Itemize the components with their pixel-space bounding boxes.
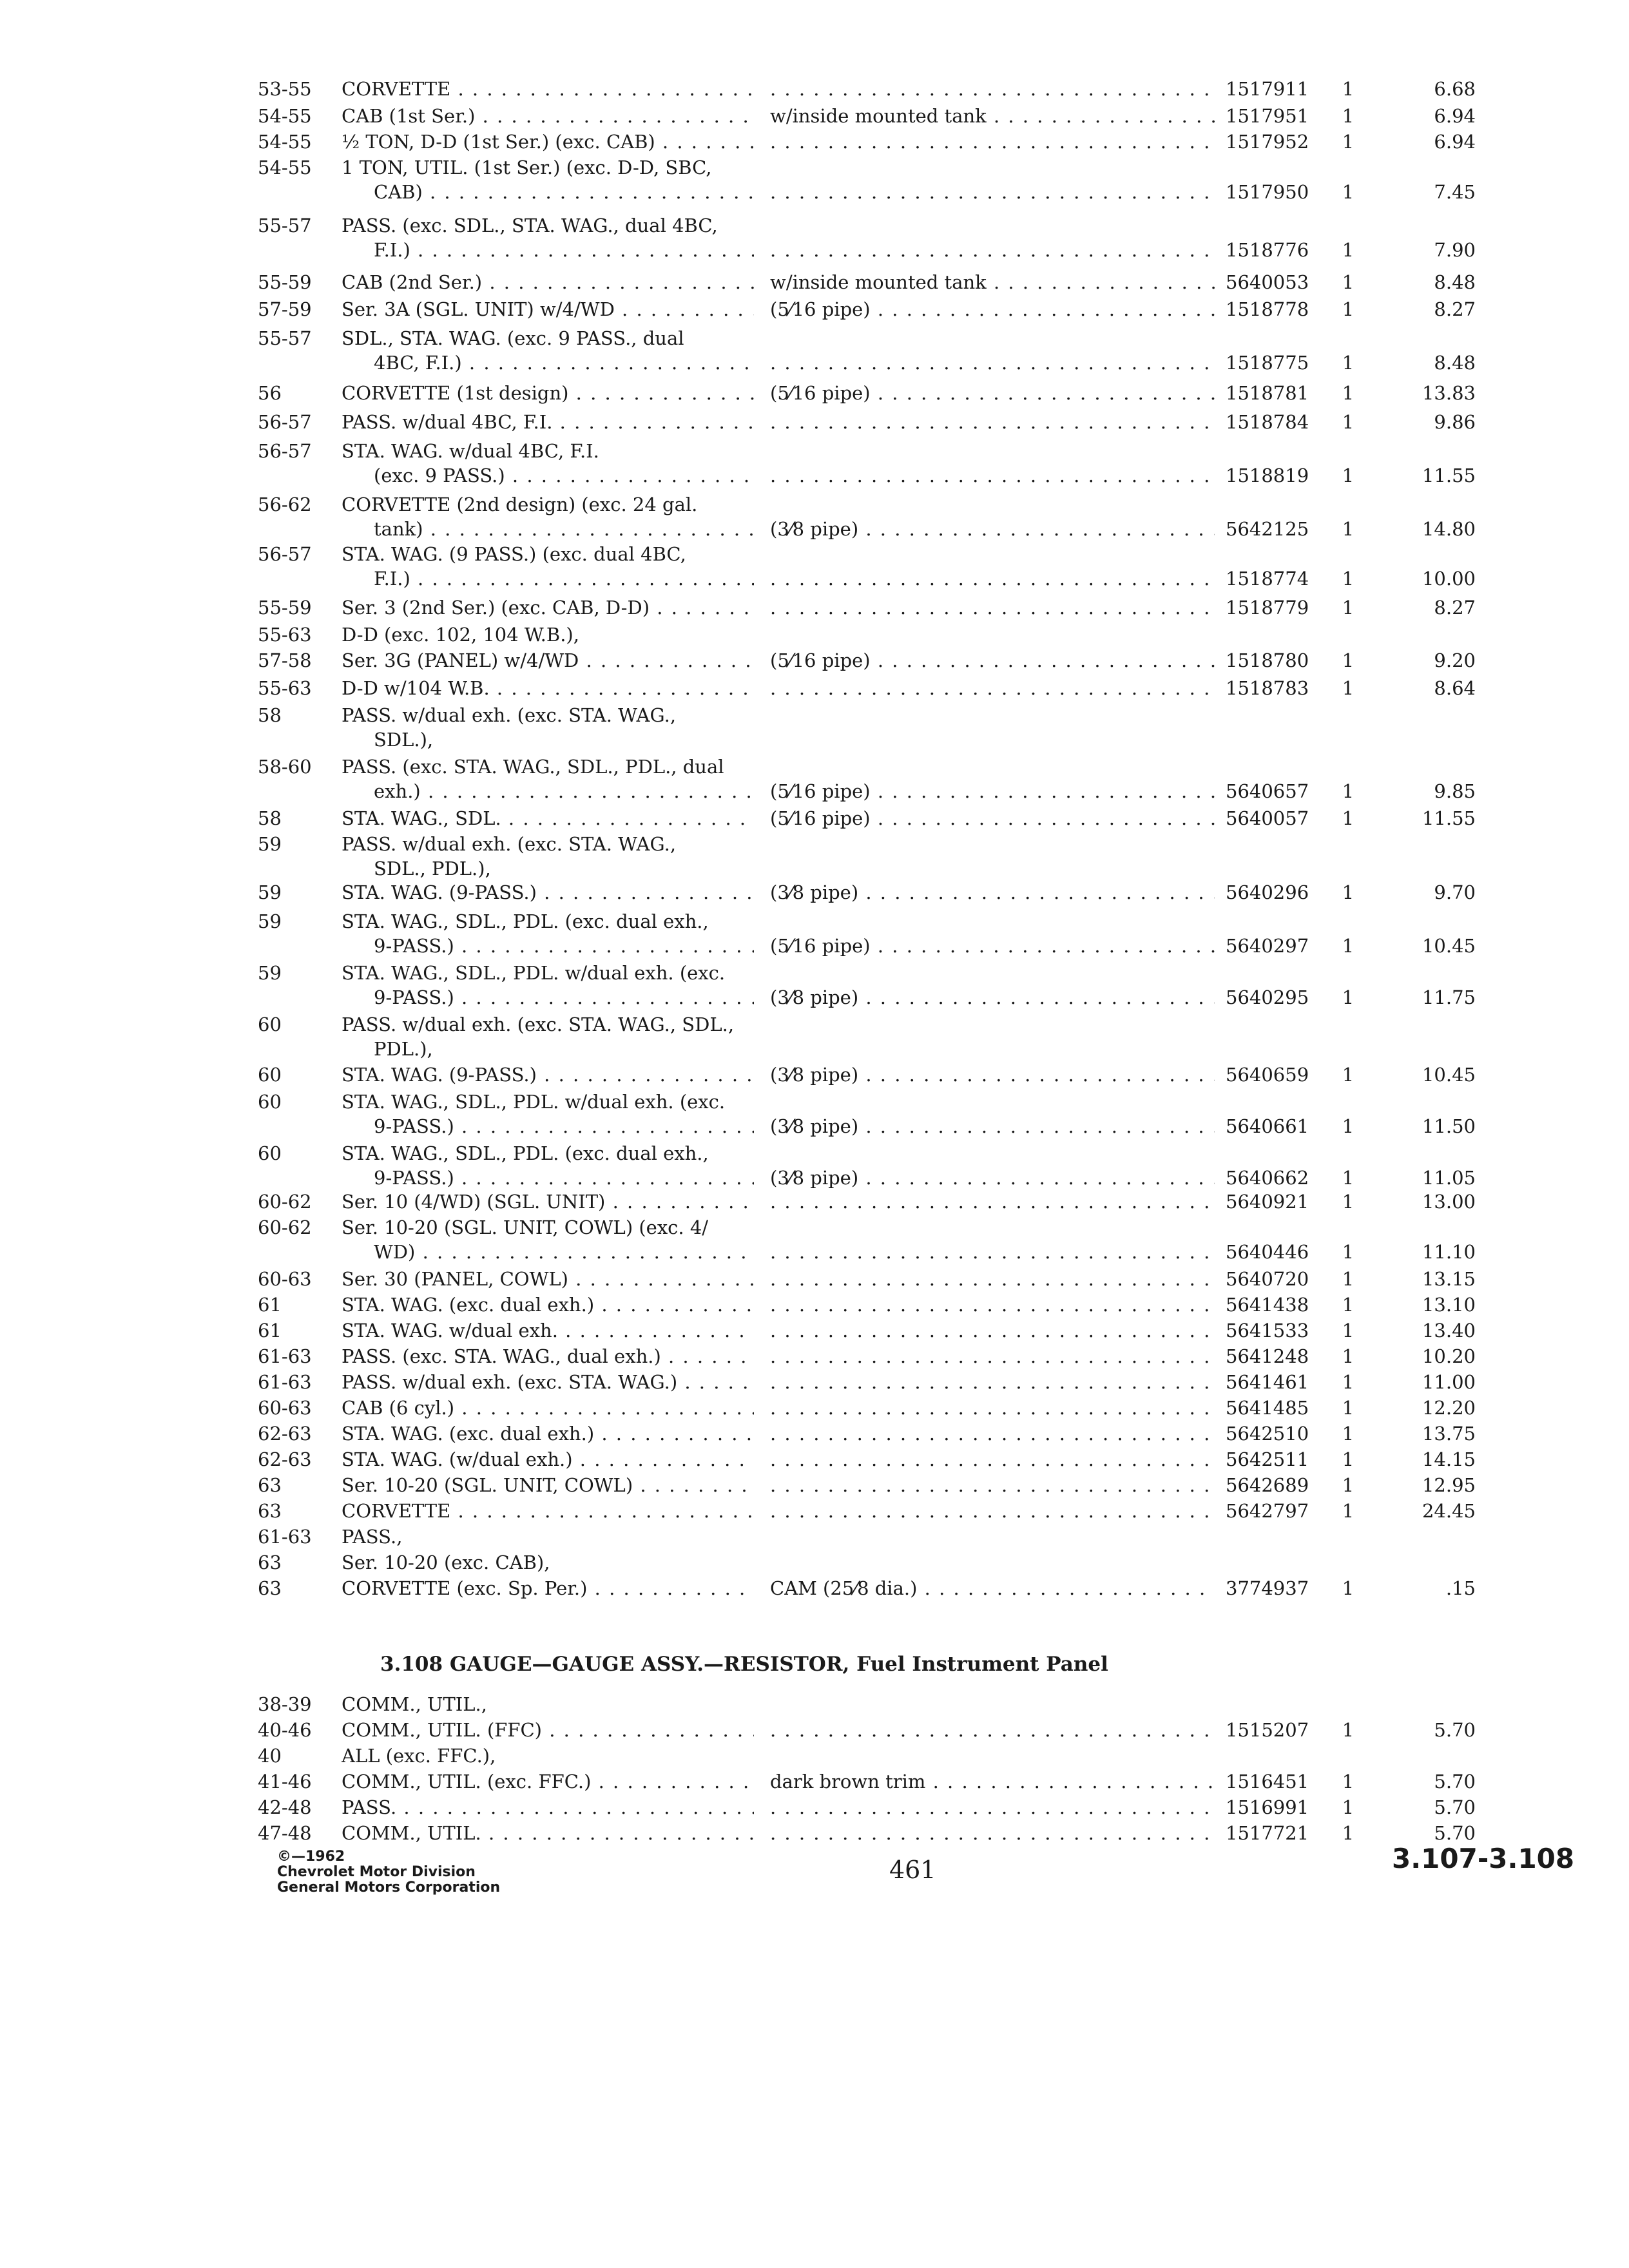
description-continued: F.I.) . . . bbox=[342, 237, 754, 263]
quantity: 1 bbox=[1342, 298, 1354, 320]
price: 11.05 bbox=[1422, 1167, 1476, 1189]
price: 5.70 bbox=[1434, 1822, 1476, 1844]
part-number: 1518778 bbox=[1226, 298, 1309, 320]
quantity: 1 bbox=[1342, 271, 1354, 293]
model-year: 60-62 bbox=[258, 1191, 312, 1213]
note: (5⁄16 pipe) . . . bbox=[770, 648, 1215, 673]
description: Ser. 3G (PANEL) w/4/WD . . . bbox=[342, 648, 754, 673]
note: w/inside mounted tank . . . bbox=[770, 103, 1215, 129]
quantity: 1 bbox=[1342, 1500, 1354, 1522]
model-year: 40 bbox=[258, 1745, 282, 1767]
note bbox=[770, 409, 1215, 435]
model-year: 56 bbox=[258, 382, 282, 404]
price: 14.80 bbox=[1422, 518, 1476, 540]
part-number: 5642797 bbox=[1226, 1500, 1309, 1522]
description: Ser. 3 (2nd Ser.) (exc. CAB, D-D) . . . bbox=[342, 595, 754, 620]
note bbox=[770, 463, 1215, 488]
part-number: 5642511 bbox=[1226, 1448, 1309, 1470]
description: ½ TON, D-D (1st Ser.) (exc. CAB) . . . bbox=[342, 129, 754, 155]
description: D-D w/104 W.B. . . . bbox=[342, 675, 754, 701]
price: 10.00 bbox=[1422, 568, 1476, 590]
price: 9.85 bbox=[1434, 780, 1476, 802]
note bbox=[770, 1292, 1215, 1318]
model-year: 60-63 bbox=[258, 1397, 312, 1419]
note: w/inside mounted tank . . . bbox=[770, 269, 1215, 295]
note bbox=[770, 1318, 1215, 1343]
part-number: 1516991 bbox=[1226, 1796, 1309, 1818]
model-year: 61-63 bbox=[258, 1526, 312, 1548]
description-continued: exh.) . . . bbox=[342, 778, 754, 804]
quantity: 1 bbox=[1342, 677, 1354, 699]
price: 11.55 bbox=[1422, 807, 1476, 829]
part-number: 5641438 bbox=[1226, 1294, 1309, 1316]
quantity: 1 bbox=[1342, 935, 1354, 957]
model-year: 60-62 bbox=[258, 1216, 312, 1238]
price: 11.55 bbox=[1422, 465, 1476, 486]
description: PASS. w/dual exh. (exc. STA. WAG., SDL., bbox=[342, 1014, 735, 1035]
description-continued: 9-PASS.) . . . bbox=[342, 985, 754, 1010]
price: 7.90 bbox=[1434, 239, 1476, 261]
quantity: 1 bbox=[1342, 465, 1354, 486]
description: STA. WAG. (exc. dual exh.) . . . bbox=[342, 1292, 754, 1318]
price: 13.75 bbox=[1422, 1423, 1476, 1445]
part-number: 5640057 bbox=[1226, 807, 1309, 829]
note: (3⁄8 pipe) . . . bbox=[770, 1062, 1215, 1088]
model-year: 54-55 bbox=[258, 131, 312, 153]
note bbox=[770, 566, 1215, 591]
description-continued: SDL.), bbox=[374, 729, 434, 751]
quantity: 1 bbox=[1342, 649, 1354, 671]
note bbox=[770, 237, 1215, 263]
quantity: 1 bbox=[1342, 1241, 1354, 1263]
part-number: 1518776 bbox=[1226, 239, 1309, 261]
description: STA. WAG. (exc. dual exh.) . . . bbox=[342, 1421, 754, 1446]
part-number: 5640446 bbox=[1226, 1241, 1309, 1263]
part-number: 1518781 bbox=[1226, 382, 1309, 404]
quantity: 1 bbox=[1342, 78, 1354, 100]
price: 11.00 bbox=[1422, 1371, 1476, 1393]
price: 12.20 bbox=[1422, 1397, 1476, 1419]
note bbox=[770, 1820, 1215, 1846]
price: 8.64 bbox=[1434, 677, 1476, 699]
price: 7.45 bbox=[1434, 181, 1476, 203]
part-number: 1518774 bbox=[1226, 568, 1309, 590]
quantity: 1 bbox=[1342, 1064, 1354, 1086]
description: PASS., bbox=[342, 1526, 403, 1548]
part-number: 5641485 bbox=[1226, 1397, 1309, 1419]
description-continued: 4BC, F.I.) . . . bbox=[342, 350, 754, 376]
price: 14.15 bbox=[1422, 1448, 1476, 1470]
model-year: 60 bbox=[258, 1014, 282, 1035]
model-year: 63 bbox=[258, 1552, 282, 1573]
description: CAB (2nd Ser.) . . . bbox=[342, 269, 754, 295]
quantity: 1 bbox=[1342, 1294, 1354, 1316]
note: (5⁄16 pipe) . . . bbox=[770, 380, 1215, 406]
description: Ser. 10-20 (exc. CAB), bbox=[342, 1552, 550, 1573]
description: STA. WAG., SDL., PDL. (exc. dual exh., bbox=[342, 1142, 709, 1164]
model-year: 38-39 bbox=[258, 1693, 312, 1715]
part-number: 5640921 bbox=[1226, 1191, 1309, 1213]
note bbox=[770, 1498, 1215, 1524]
note bbox=[770, 595, 1215, 620]
quantity: 1 bbox=[1342, 239, 1354, 261]
description: STA. WAG., SDL. . . . bbox=[342, 805, 754, 831]
page-number: 461 bbox=[889, 1856, 936, 1884]
quantity: 1 bbox=[1342, 411, 1354, 433]
quantity: 1 bbox=[1342, 881, 1354, 903]
description: PASS. w/dual 4BC, F.I. . . . bbox=[342, 409, 754, 435]
price: 9.70 bbox=[1434, 881, 1476, 903]
description: Ser. 10-20 (SGL. UNIT, COWL) . . . bbox=[342, 1472, 754, 1498]
part-number: 5640053 bbox=[1226, 271, 1309, 293]
quantity: 1 bbox=[1342, 1371, 1354, 1393]
part-number: 1518819 bbox=[1226, 465, 1309, 486]
price: 13.00 bbox=[1422, 1191, 1476, 1213]
model-year: 58 bbox=[258, 704, 282, 726]
description: PASS. w/dual exh. (exc. STA. WAG., bbox=[342, 833, 677, 855]
model-year: 59 bbox=[258, 962, 282, 984]
price: 13.83 bbox=[1422, 382, 1476, 404]
description: STA. WAG. (9-PASS.) . . . bbox=[342, 1062, 754, 1088]
model-year: 60 bbox=[258, 1142, 282, 1164]
note bbox=[770, 76, 1215, 102]
part-number: 5641533 bbox=[1226, 1320, 1309, 1341]
model-year: 41-46 bbox=[258, 1771, 312, 1792]
part-number: 5640297 bbox=[1226, 935, 1309, 957]
description: Ser. 3A (SGL. UNIT) w/4/WD . . . bbox=[342, 296, 754, 322]
part-number: 5640659 bbox=[1226, 1064, 1309, 1086]
description: PASS. . . . bbox=[342, 1794, 754, 1820]
quantity: 1 bbox=[1342, 1577, 1354, 1599]
model-year: 62-63 bbox=[258, 1448, 312, 1470]
model-year: 59 bbox=[258, 833, 282, 855]
note: (5⁄16 pipe) . . . bbox=[770, 805, 1215, 831]
model-year: 60-63 bbox=[258, 1268, 312, 1290]
part-number: 3774937 bbox=[1226, 1577, 1309, 1599]
division-name: Chevrolet Motor Division bbox=[277, 1864, 476, 1880]
note bbox=[770, 1369, 1215, 1395]
quantity: 1 bbox=[1342, 1771, 1354, 1792]
model-year: 54-55 bbox=[258, 105, 312, 127]
quantity: 1 bbox=[1342, 1796, 1354, 1818]
model-year: 59 bbox=[258, 910, 282, 932]
price: 5.70 bbox=[1434, 1796, 1476, 1818]
model-year: 58-60 bbox=[258, 756, 312, 778]
part-number: 5641248 bbox=[1226, 1345, 1309, 1367]
description: PASS. (exc. SDL., STA. WAG., dual 4BC, bbox=[342, 215, 718, 236]
description: D-D (exc. 102, 104 W.B.), bbox=[342, 624, 579, 646]
model-year: 57-58 bbox=[258, 649, 312, 671]
model-year: 58 bbox=[258, 807, 282, 829]
model-year: 40-46 bbox=[258, 1719, 312, 1741]
part-number: 5640661 bbox=[1226, 1115, 1309, 1137]
model-year: 42-48 bbox=[258, 1796, 312, 1818]
part-number: 1518779 bbox=[1226, 597, 1309, 619]
description-continued: 9-PASS.) . . . bbox=[342, 1113, 754, 1139]
note bbox=[770, 1395, 1215, 1421]
note bbox=[770, 1446, 1215, 1472]
price: 5.70 bbox=[1434, 1771, 1476, 1792]
model-year: 56-57 bbox=[258, 543, 312, 565]
part-number: 5640720 bbox=[1226, 1268, 1309, 1290]
model-year: 53-55 bbox=[258, 78, 312, 100]
note bbox=[770, 675, 1215, 701]
price: 10.20 bbox=[1422, 1345, 1476, 1367]
price: 11.50 bbox=[1422, 1115, 1476, 1137]
quantity: 1 bbox=[1342, 181, 1354, 203]
quantity: 1 bbox=[1342, 1167, 1354, 1189]
model-year: 55-63 bbox=[258, 624, 312, 646]
note bbox=[770, 129, 1215, 155]
model-year: 55-63 bbox=[258, 677, 312, 699]
description: STA. WAG., SDL., PDL. w/dual exh. (exc. bbox=[342, 1091, 726, 1113]
part-number: 1518780 bbox=[1226, 649, 1309, 671]
note bbox=[770, 350, 1215, 376]
price: 8.48 bbox=[1434, 352, 1476, 374]
model-year: 55-57 bbox=[258, 327, 312, 349]
model-year: 61-63 bbox=[258, 1345, 312, 1367]
footer-copyright-block bbox=[277, 1849, 500, 1896]
part-number: 1517951 bbox=[1226, 105, 1309, 127]
note bbox=[770, 1343, 1215, 1369]
section-heading-3-108: 3.108 GAUGE—GAUGE ASSY.—RESISTOR, Fuel Instrument Panel bbox=[380, 1653, 1108, 1676]
note: (5⁄16 pipe) . . . bbox=[770, 296, 1215, 322]
description: STA. WAG. (9-PASS.) . . . bbox=[342, 879, 754, 905]
part-number: 5642689 bbox=[1226, 1474, 1309, 1496]
quantity: 1 bbox=[1342, 352, 1354, 374]
price: 8.27 bbox=[1434, 597, 1476, 619]
part-number: 5640296 bbox=[1226, 881, 1309, 903]
quantity: 1 bbox=[1342, 1423, 1354, 1445]
model-year: 61 bbox=[258, 1320, 282, 1341]
model-year: 55-59 bbox=[258, 271, 312, 293]
description: SDL., STA. WAG. (exc. 9 PASS., dual bbox=[342, 327, 684, 349]
quantity: 1 bbox=[1342, 131, 1354, 153]
quantity: 1 bbox=[1342, 1397, 1354, 1419]
price: 13.15 bbox=[1422, 1268, 1476, 1290]
model-year: 63 bbox=[258, 1577, 282, 1599]
quantity: 1 bbox=[1342, 518, 1354, 540]
part-number: 1517952 bbox=[1226, 131, 1309, 153]
description-continued: F.I.) . . . bbox=[342, 566, 754, 591]
quantity: 1 bbox=[1342, 1719, 1354, 1741]
description-continued: CAB) . . . bbox=[342, 179, 754, 205]
description: 1 TON, UTIL. (1st Ser.) (exc. D-D, SBC, bbox=[342, 157, 712, 178]
model-year: 56-57 bbox=[258, 411, 312, 433]
section-range: 3.107-3.108 bbox=[1392, 1843, 1575, 1874]
part-number: 1517950 bbox=[1226, 181, 1309, 203]
price: 11.75 bbox=[1422, 986, 1476, 1008]
description: STA. WAG., SDL., PDL. w/dual exh. (exc. bbox=[342, 962, 726, 984]
copyright-year: ©—1962 bbox=[277, 1849, 345, 1865]
description: CORVETTE (1st design) . . . bbox=[342, 380, 754, 406]
model-year: 57-59 bbox=[258, 298, 312, 320]
description: CORVETTE . . . bbox=[342, 76, 754, 102]
description-continued: tank) . . . bbox=[342, 516, 754, 542]
model-year: 54-55 bbox=[258, 157, 312, 178]
price: 6.94 bbox=[1434, 131, 1476, 153]
part-number: 5640662 bbox=[1226, 1167, 1309, 1189]
model-year: 62-63 bbox=[258, 1423, 312, 1445]
description: CORVETTE . . . bbox=[342, 1498, 754, 1524]
note bbox=[770, 1189, 1215, 1215]
description-continued: PDL.), bbox=[374, 1038, 433, 1060]
price: 13.10 bbox=[1422, 1294, 1476, 1316]
note: (3⁄8 pipe) . . . bbox=[770, 879, 1215, 905]
price: 12.95 bbox=[1422, 1474, 1476, 1496]
quantity: 1 bbox=[1342, 382, 1354, 404]
description: Ser. 10 (4/WD) (SGL. UNIT) . . . bbox=[342, 1189, 754, 1215]
description: ALL (exc. FFC.), bbox=[342, 1745, 496, 1767]
price: 13.40 bbox=[1422, 1320, 1476, 1341]
price: 9.20 bbox=[1434, 649, 1476, 671]
model-year: 56-57 bbox=[258, 440, 312, 462]
quantity: 1 bbox=[1342, 1474, 1354, 1496]
note bbox=[770, 1472, 1215, 1498]
corporation-name: General Motors Corporation bbox=[277, 1879, 501, 1896]
price: 6.94 bbox=[1434, 105, 1476, 127]
description: STA. WAG. (9 PASS.) (exc. dual 4BC, bbox=[342, 543, 686, 565]
description: COMM., UTIL., bbox=[342, 1693, 487, 1715]
model-year: 63 bbox=[258, 1474, 282, 1496]
model-year: 61-63 bbox=[258, 1371, 312, 1393]
description: CORVETTE (2nd design) (exc. 24 gal. bbox=[342, 494, 698, 515]
part-number: 5640295 bbox=[1226, 986, 1309, 1008]
description-continued: SDL., PDL.), bbox=[374, 858, 491, 879]
part-number: 1517911 bbox=[1226, 78, 1309, 100]
description-continued: 9-PASS.) . . . bbox=[342, 933, 754, 959]
model-year: 47-48 bbox=[258, 1822, 312, 1844]
description: COMM., UTIL. . . . bbox=[342, 1820, 754, 1846]
price: 10.45 bbox=[1422, 935, 1476, 957]
note: (3⁄8 pipe) . . . bbox=[770, 985, 1215, 1010]
model-year: 61 bbox=[258, 1294, 282, 1316]
quantity: 1 bbox=[1342, 807, 1354, 829]
description: Ser. 30 (PANEL, COWL) . . . bbox=[342, 1266, 754, 1292]
quantity: 1 bbox=[1342, 780, 1354, 802]
description-continued: 9-PASS.) . . . bbox=[342, 1165, 754, 1191]
description: PASS. (exc. STA. WAG., dual exh.) . . . bbox=[342, 1343, 754, 1369]
note: (3⁄8 pipe) . . . bbox=[770, 1165, 1215, 1191]
description: PASS. w/dual exh. (exc. STA. WAG., bbox=[342, 704, 677, 726]
part-number: 5640657 bbox=[1226, 780, 1309, 802]
note bbox=[770, 1266, 1215, 1292]
note bbox=[770, 1239, 1215, 1265]
description: COMM., UTIL. (exc. FFC.) . . . bbox=[342, 1769, 754, 1794]
quantity: 1 bbox=[1342, 597, 1354, 619]
part-number: 5642510 bbox=[1226, 1423, 1309, 1445]
price: 11.10 bbox=[1422, 1241, 1476, 1263]
note: dark brown trim . . . bbox=[770, 1769, 1215, 1794]
note: (3⁄8 pipe) . . . bbox=[770, 1113, 1215, 1139]
model-year: 59 bbox=[258, 881, 282, 903]
description-continued: (exc. 9 PASS.) . . . bbox=[342, 463, 754, 488]
model-year: 60 bbox=[258, 1091, 282, 1113]
quantity: 1 bbox=[1342, 1448, 1354, 1470]
price: 8.48 bbox=[1434, 271, 1476, 293]
part-number: 5641461 bbox=[1226, 1371, 1309, 1393]
description: COMM., UTIL. (FFC) . . . bbox=[342, 1717, 754, 1743]
price: 9.86 bbox=[1434, 411, 1476, 433]
note: (5⁄16 pipe) . . . bbox=[770, 933, 1215, 959]
description: Ser. 10-20 (SGL. UNIT, COWL) (exc. 4/ bbox=[342, 1216, 709, 1238]
quantity: 1 bbox=[1342, 1320, 1354, 1341]
price: 8.27 bbox=[1434, 298, 1476, 320]
note bbox=[770, 179, 1215, 205]
description: STA. WAG. (w/dual exh.) . . . bbox=[342, 1446, 754, 1472]
note bbox=[770, 1717, 1215, 1743]
description: PASS. w/dual exh. (exc. STA. WAG.) . . . bbox=[342, 1369, 754, 1395]
description: CORVETTE (exc. Sp. Per.) . . . bbox=[342, 1575, 754, 1601]
part-number: 1518775 bbox=[1226, 352, 1309, 374]
model-year: 55-59 bbox=[258, 597, 312, 619]
price: 10.45 bbox=[1422, 1064, 1476, 1086]
model-year: 60 bbox=[258, 1064, 282, 1086]
part-number: 1515207 bbox=[1226, 1719, 1309, 1741]
description: STA. WAG., SDL., PDL. (exc. dual exh., bbox=[342, 910, 709, 932]
quantity: 1 bbox=[1342, 1268, 1354, 1290]
description: STA. WAG. w/dual 4BC, F.I. bbox=[342, 440, 599, 462]
quantity: 1 bbox=[1342, 986, 1354, 1008]
description: CAB (1st Ser.) . . . bbox=[342, 103, 754, 129]
note: CAM (25⁄8 dia.) . . . bbox=[770, 1575, 1215, 1601]
part-number: 1517721 bbox=[1226, 1822, 1309, 1844]
price: 24.45 bbox=[1422, 1500, 1476, 1522]
part-number: 1518783 bbox=[1226, 677, 1309, 699]
note: (5⁄16 pipe) . . . bbox=[770, 778, 1215, 804]
quantity: 1 bbox=[1342, 105, 1354, 127]
description-continued: WD) . . . bbox=[342, 1239, 754, 1265]
quantity: 1 bbox=[1342, 1191, 1354, 1213]
description: CAB (6 cyl.) . . . bbox=[342, 1395, 754, 1421]
quantity: 1 bbox=[1342, 568, 1354, 590]
part-number: 1518784 bbox=[1226, 411, 1309, 433]
price: 5.70 bbox=[1434, 1719, 1476, 1741]
note: (3⁄8 pipe) . . . bbox=[770, 516, 1215, 542]
model-year: 55-57 bbox=[258, 215, 312, 236]
quantity: 1 bbox=[1342, 1115, 1354, 1137]
price: 6.68 bbox=[1434, 78, 1476, 100]
model-year: 63 bbox=[258, 1500, 282, 1522]
quantity: 1 bbox=[1342, 1345, 1354, 1367]
description: STA. WAG. w/dual exh. . . . bbox=[342, 1318, 754, 1343]
quantity: 1 bbox=[1342, 1822, 1354, 1844]
note bbox=[770, 1421, 1215, 1446]
model-year: 56-62 bbox=[258, 494, 312, 515]
part-number: 1516451 bbox=[1226, 1771, 1309, 1792]
part-number: 5642125 bbox=[1226, 518, 1309, 540]
note bbox=[770, 1794, 1215, 1820]
price: .15 bbox=[1445, 1577, 1476, 1599]
description: PASS. (exc. STA. WAG., SDL., PDL., dual bbox=[342, 756, 724, 778]
